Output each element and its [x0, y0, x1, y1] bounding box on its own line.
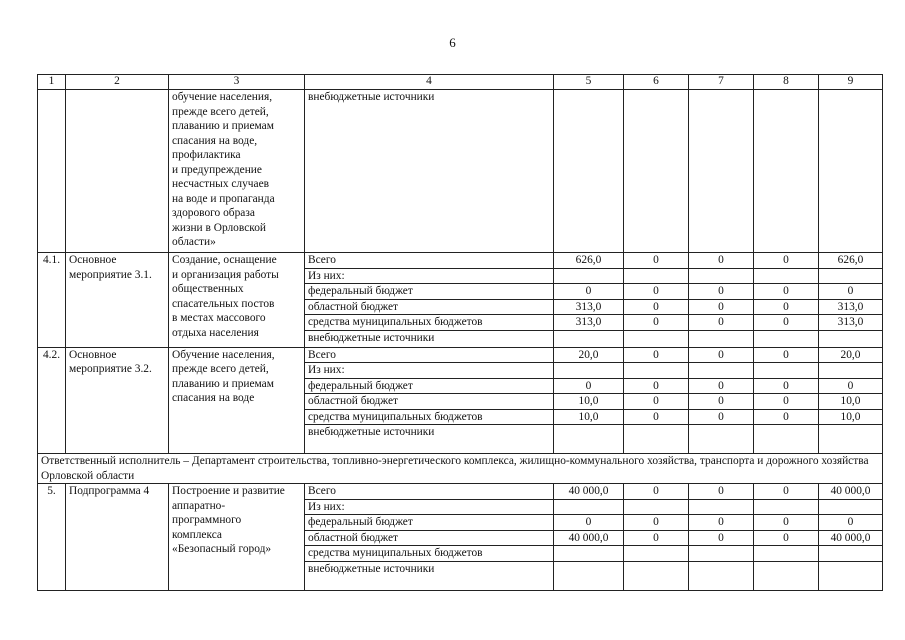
value-v6 [624, 363, 689, 379]
value-v6 [624, 425, 689, 454]
value-v5: 40 000,0 [554, 530, 624, 546]
event-name-cell: Основное мероприятие 3.1. [66, 253, 169, 348]
table-row [38, 347, 883, 363]
value-v6: 0 [624, 299, 689, 315]
value-v7: 0 [689, 409, 754, 425]
activity-cell: Создание, оснащение и организация работы общественных спасательных постов в местах массового отдыха населения [169, 253, 305, 348]
value-v8 [754, 363, 819, 379]
value-v8: 0 [754, 530, 819, 546]
value-v7: 0 [689, 394, 754, 410]
value-v8 [754, 546, 819, 562]
funding-source-cell: Всего [305, 253, 554, 269]
value-v9 [819, 330, 883, 347]
column-number-7: 7 [689, 75, 754, 90]
value-v8: 0 [754, 484, 819, 500]
funding-source-cell: внебюджетные источники [305, 90, 554, 253]
value-v7: 0 [689, 530, 754, 546]
value-v7 [689, 499, 754, 515]
value-v9: 40 000,0 [819, 484, 883, 500]
row-number-cell: 5. [38, 484, 66, 591]
page-number: 6 [449, 35, 456, 50]
value-v6: 0 [624, 284, 689, 300]
value-v9: 10,0 [819, 409, 883, 425]
funding-source-cell: Из них: [305, 363, 554, 379]
funding-source-cell: федеральный бюджет [305, 284, 554, 300]
value-col7 [689, 90, 754, 253]
funding-source-cell: федеральный бюджет [305, 378, 554, 394]
funding-source-cell: областной бюджет [305, 299, 554, 315]
value-v9: 313,0 [819, 315, 883, 331]
value-v7: 0 [689, 515, 754, 531]
responsible-row [38, 454, 883, 484]
column-number-1: 1 [38, 75, 66, 90]
value-v7 [689, 561, 754, 590]
value-v5: 626,0 [554, 253, 624, 269]
value-v7 [689, 330, 754, 347]
value-v7: 0 [689, 347, 754, 363]
value-v6 [624, 546, 689, 562]
continuation-row [38, 90, 883, 253]
value-v8: 0 [754, 515, 819, 531]
value-v5: 0 [554, 378, 624, 394]
table-row [38, 484, 883, 500]
column-number-5: 5 [554, 75, 624, 90]
column-number-9: 9 [819, 75, 883, 90]
budget-table [37, 74, 883, 591]
column-number-8: 8 [754, 75, 819, 90]
value-v5 [554, 330, 624, 347]
funding-source-cell: Всего [305, 347, 554, 363]
funding-source-cell: областной бюджет [305, 394, 554, 410]
value-v9 [819, 268, 883, 284]
table-row [38, 253, 883, 269]
value-v9: 0 [819, 378, 883, 394]
value-v8: 0 [754, 299, 819, 315]
value-v7: 0 [689, 378, 754, 394]
value-v6: 0 [624, 484, 689, 500]
value-v5: 313,0 [554, 299, 624, 315]
value-v8 [754, 499, 819, 515]
value-v5: 10,0 [554, 409, 624, 425]
value-v6: 0 [624, 378, 689, 394]
value-v6: 0 [624, 315, 689, 331]
value-v8: 0 [754, 347, 819, 363]
value-v6: 0 [624, 347, 689, 363]
value-v5: 0 [554, 284, 624, 300]
responsible-executor-text: Ответственный исполнитель – Департамент строительства, топливно-энергетического комплекса, жилищно-коммунального хозяйства, транспорта и дорожного хозяйства Орловской области [38, 454, 883, 484]
value-v5 [554, 268, 624, 284]
value-v6: 0 [624, 530, 689, 546]
row-number-cell: 4.1. [38, 253, 66, 348]
value-col5 [554, 90, 624, 253]
value-v5 [554, 363, 624, 379]
value-v6 [624, 268, 689, 284]
column-number-6: 6 [624, 75, 689, 90]
value-v9: 10,0 [819, 394, 883, 410]
funding-source-cell: внебюджетные источники [305, 330, 554, 347]
value-v7: 0 [689, 284, 754, 300]
value-v7 [689, 268, 754, 284]
funding-source-cell: средства муниципальных бюджетов [305, 315, 554, 331]
value-v8: 0 [754, 284, 819, 300]
funding-source-cell: внебюджетные источники [305, 561, 554, 590]
funding-source-cell: внебюджетные источники [305, 425, 554, 454]
value-v7: 0 [689, 253, 754, 269]
value-v5: 313,0 [554, 315, 624, 331]
value-v5 [554, 499, 624, 515]
value-v9: 313,0 [819, 299, 883, 315]
funding-source-cell: средства муниципальных бюджетов [305, 409, 554, 425]
value-v7: 0 [689, 299, 754, 315]
activity-cell: обучение населения, прежде всего детей, плаванию и приемам спасания на воде, профилактика и предупреждение несчастных случаев на воде и пропаганда здорового образа жизни в Орловской области» [169, 90, 305, 253]
column-number-row [38, 75, 883, 90]
value-v5: 10,0 [554, 394, 624, 410]
value-v5 [554, 546, 624, 562]
value-v6: 0 [624, 394, 689, 410]
funding-source-cell: Из них: [305, 499, 554, 515]
funding-source-cell: средства муниципальных бюджетов [305, 546, 554, 562]
value-v6 [624, 330, 689, 347]
value-v9: 20,0 [819, 347, 883, 363]
value-v9: 0 [819, 515, 883, 531]
row-number-cell: 4.2. [38, 347, 66, 454]
activity-cell: Обучение населения, прежде всего детей, плаванию и приемам спасания на воде [169, 347, 305, 454]
column-number-3: 3 [169, 75, 305, 90]
value-v6: 0 [624, 409, 689, 425]
funding-source-cell: Из них: [305, 268, 554, 284]
funding-source-cell: областной бюджет [305, 530, 554, 546]
value-v8: 0 [754, 394, 819, 410]
value-v6 [624, 561, 689, 590]
value-v8 [754, 425, 819, 454]
value-v9: 626,0 [819, 253, 883, 269]
event-name-cell: Основное мероприятие 3.2. [66, 347, 169, 454]
value-v9 [819, 363, 883, 379]
event-name-cell: Подпрограмма 4 [66, 484, 169, 591]
value-v6: 0 [624, 253, 689, 269]
value-col8 [754, 90, 819, 253]
value-v8 [754, 561, 819, 590]
value-v5: 40 000,0 [554, 484, 624, 500]
value-v9: 40 000,0 [819, 530, 883, 546]
funding-source-cell: федеральный бюджет [305, 515, 554, 531]
column-number-4: 4 [305, 75, 554, 90]
value-v8: 0 [754, 253, 819, 269]
value-v7 [689, 363, 754, 379]
value-v8: 0 [754, 409, 819, 425]
value-v5: 0 [554, 515, 624, 531]
value-v9 [819, 499, 883, 515]
value-v7: 0 [689, 315, 754, 331]
value-v7: 0 [689, 484, 754, 500]
event-name-cell [66, 90, 169, 253]
value-col9 [819, 90, 883, 253]
value-v7 [689, 546, 754, 562]
column-number-2: 2 [66, 75, 169, 90]
value-v7 [689, 425, 754, 454]
value-v9 [819, 425, 883, 454]
value-v8 [754, 330, 819, 347]
value-v9 [819, 561, 883, 590]
value-v5 [554, 425, 624, 454]
row-number-cell [38, 90, 66, 253]
value-col6 [624, 90, 689, 253]
activity-cell: Построение и развитие аппаратно- программного комплекса «Безопасный город» [169, 484, 305, 591]
value-v6 [624, 499, 689, 515]
value-v6: 0 [624, 515, 689, 531]
value-v9 [819, 546, 883, 562]
value-v8: 0 [754, 378, 819, 394]
value-v8: 0 [754, 315, 819, 331]
funding-source-cell: Всего [305, 484, 554, 500]
value-v8 [754, 268, 819, 284]
value-v9: 0 [819, 284, 883, 300]
value-v5: 20,0 [554, 347, 624, 363]
value-v5 [554, 561, 624, 590]
